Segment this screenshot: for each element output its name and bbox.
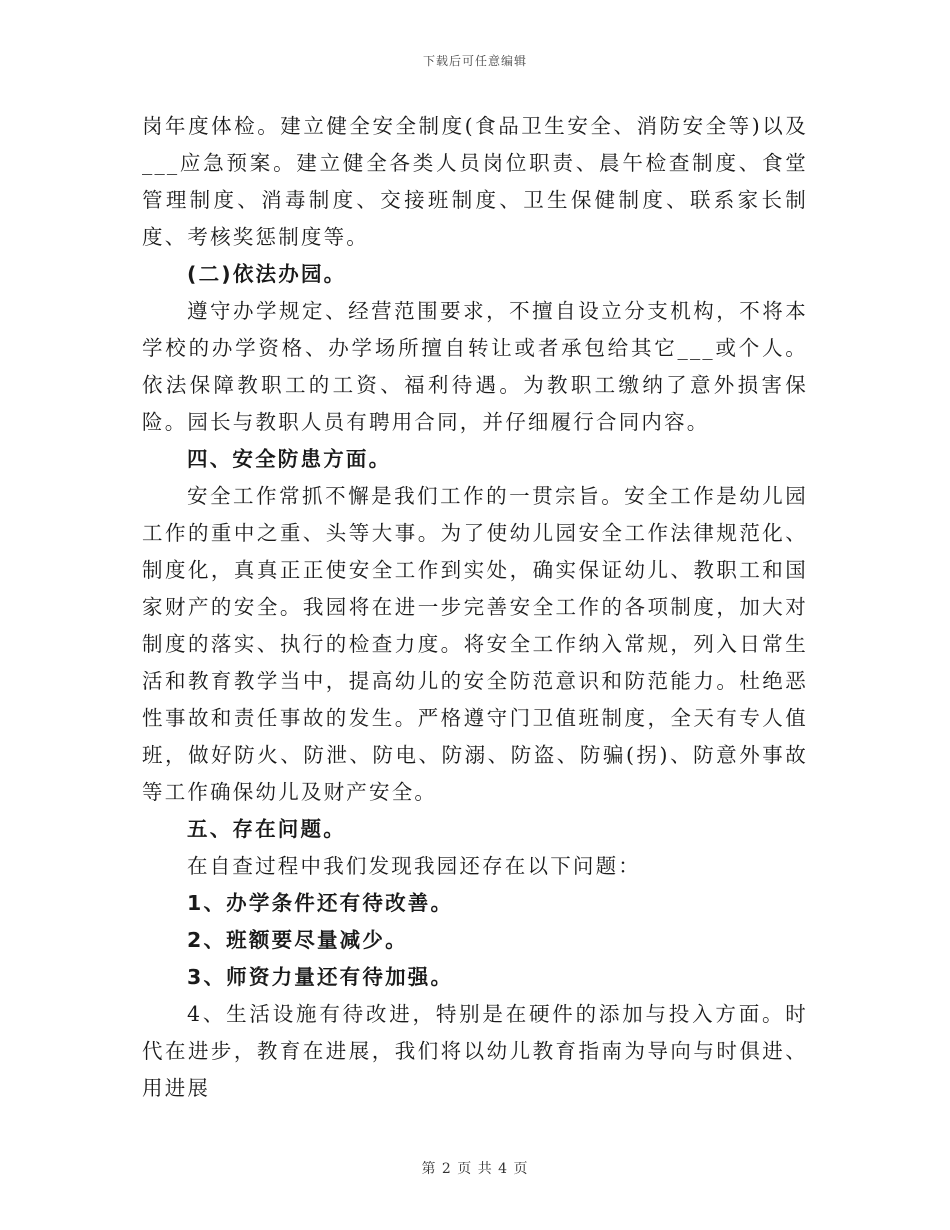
document-body xyxy=(142,108,808,1107)
paragraph-lawful-operation: 遵守办学规定、经营范围要求，不擅自设立分支机构，不将本学校的办学资格、办学场所擅自转让或者承包给其它___或个人。依法保障教职工的工资、福利待遇。为教职工缴纳了意外损害保险。园长与教职人员有聘用合同，并仔细履行合同内容。 xyxy=(142,299,808,434)
heading-existing-problems: 五、存在问题。 xyxy=(187,817,346,841)
paragraph-safety-system: 岗年度体检。建立健全安全制度(食品卫生安全、消防安全等)以及___应急预案。建立健全各类人员岗位职责、晨午检查制度、食堂管理制度、消毒制度、交接班制度、卫生保健制度、联系家长制度、考核奖惩制度等。 xyxy=(142,114,808,249)
paragraph-safety-prevention: 安全工作常抓不懈是我们工作的一贯宗旨。安全工作是幼儿园工作的重中之重、头等大事。为了使幼儿园安全工作法律规范化、制度化，真真正正使安全工作到实处，确实保证幼儿、教职工和国家财产的安全。我园将在进一步完善安全工作的各项制度，加大对制度的落实、执行的检查力度。将安全工作纳入常规，列入日常生活和教育教学当中，提高幼儿的安全防范意识和防范能力。杜绝恶性事故和责任事故的发生。严格遵守门卫值班制度，全天有专人值班，做好防火、防泄、防电、防溺、防盗、防骗(拐)、防意外事故等工作确保幼儿及财产安全。 xyxy=(142,484,808,804)
problem-item-2: 2、班额要尽量减少。 xyxy=(187,928,408,952)
problem-item-4: 4、生活设施有待改进，特别是在硬件的添加与投入方面。时代在进步，教育在进展，我们将以幼儿教育指南为导向与时俱进、用进展 xyxy=(142,1002,808,1100)
problem-item-1: 1、办学条件还有待改善。 xyxy=(187,891,454,915)
heading-lawful-operation: (二)依法办园。 xyxy=(187,262,347,286)
heading-safety-prevention: 四、安全防患方面。 xyxy=(187,447,392,471)
page-number: 第 2 页 共 4 页 xyxy=(421,1161,529,1177)
problem-item-3: 3、师资力量还有待加强。 xyxy=(187,965,454,989)
paragraph-problems-intro: 在自查过程中我们发现我园还存在以下问题： xyxy=(187,854,641,878)
page-header: 下载后可任意编辑 xyxy=(422,54,527,68)
